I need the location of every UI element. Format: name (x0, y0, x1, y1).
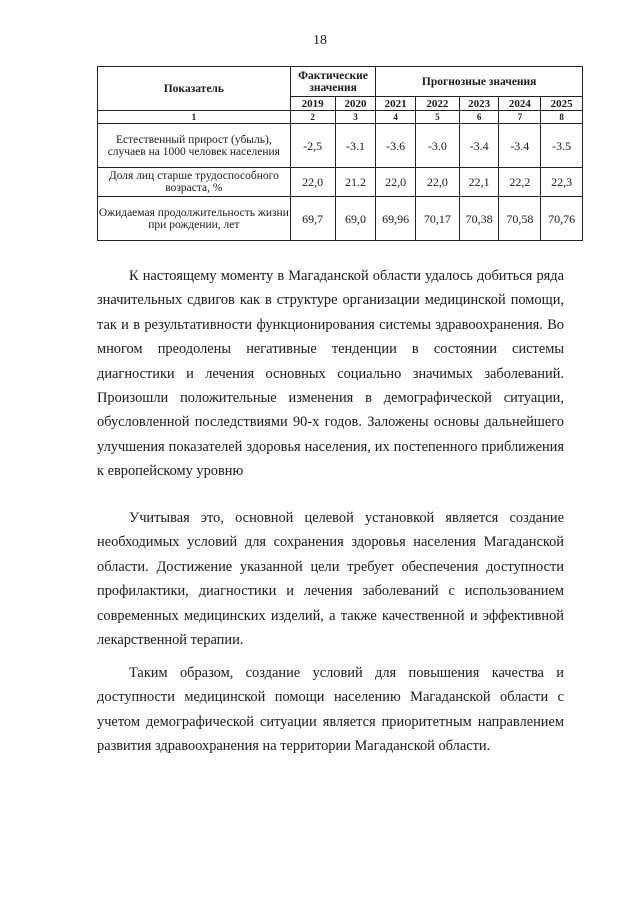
cell-value: 22,3 (541, 168, 583, 197)
body-paragraph: К настоящему моменту в Магаданской области удалось добиться ряда значительных сдвигов как в структуре организации медицинской помощи, так и в результативности функционирования системы здравоохранения. Во многом преодолены негативные тенденции в состоянии системы диагностики и лечения основных социально значимых заболеваний. Произошли положительные изменения в демографической ситуации, обусловленной последствиями 90-х годов. Заложены основы дальнейшего улучшения показателей здоровья населения, их постепенного приближения к европейскому уровню (97, 268, 564, 480)
header-year: 2024 (499, 97, 541, 111)
column-number: 3 (335, 111, 376, 124)
header-year: 2022 (415, 97, 459, 111)
cell-value: 22,0 (290, 168, 335, 197)
indicators-table (97, 66, 583, 241)
cell-value: 69,7 (290, 197, 335, 241)
cell-value: -3.0 (415, 124, 459, 168)
column-number: 2 (290, 111, 335, 124)
cell-value: 69,96 (376, 197, 416, 241)
column-number: 5 (415, 111, 459, 124)
cell-value: -3.1 (335, 124, 376, 168)
table-row (98, 124, 583, 168)
cell-value: 70,76 (541, 197, 583, 241)
cell-value: -3.4 (459, 124, 499, 168)
column-number: 8 (541, 111, 583, 124)
row-label: Естественный прирост (убыль), случаев на 1000 человек населения (98, 124, 291, 168)
header-actual-values: Фактические значения (290, 67, 376, 97)
column-number: 1 (98, 111, 291, 124)
cell-value: 22,0 (415, 168, 459, 197)
header-year: 2021 (376, 97, 416, 111)
header-indicator: Показатель (98, 67, 291, 111)
body-paragraph: Учитывая это, основной целевой установкой является создание необходимых условий для сохранения здоровья населения Магаданской области. Достижение указанной цели требует обеспечения доступности профилактики, диагностики и лечения заболеваний с использованием современных медицинских изделий, а также качественной и эффективной лекарственной терапии. (97, 510, 564, 649)
table-row (98, 168, 583, 197)
cell-value: 69,0 (335, 197, 376, 241)
table-row (98, 197, 583, 241)
row-label: Доля лиц старше трудоспособного возраста, % (98, 168, 291, 197)
cell-value: -3.4 (499, 124, 541, 168)
header-year: 2019 (290, 97, 335, 111)
cell-value: 22,1 (459, 168, 499, 197)
cell-value: 21.2 (335, 168, 376, 197)
cell-value: 70,17 (415, 197, 459, 241)
page-number: 18 (313, 33, 327, 48)
header-year: 2020 (335, 97, 376, 111)
cell-value: 22,0 (376, 168, 416, 197)
cell-value: -3.6 (376, 124, 416, 168)
column-number: 7 (499, 111, 541, 124)
body-paragraph: Таким образом, создание условий для повышения качества и доступности медицинской помощи населению Магаданской области с учетом демографической ситуации является приоритетным направлением развития здравоохранения на территории Магаданской области. (97, 665, 564, 755)
header-year: 2023 (459, 97, 499, 111)
column-number: 6 (459, 111, 499, 124)
column-number: 4 (376, 111, 416, 124)
cell-value: 70,58 (499, 197, 541, 241)
cell-value: -3.5 (541, 124, 583, 168)
header-year: 2025 (541, 97, 583, 111)
row-label: Ожидаемая продолжительность жизни при рождении, лет (98, 197, 291, 241)
cell-value: 70,38 (459, 197, 499, 241)
cell-value: -2,5 (290, 124, 335, 168)
cell-value: 22,2 (499, 168, 541, 197)
header-forecast-values: Прогнозные значения (376, 67, 583, 97)
